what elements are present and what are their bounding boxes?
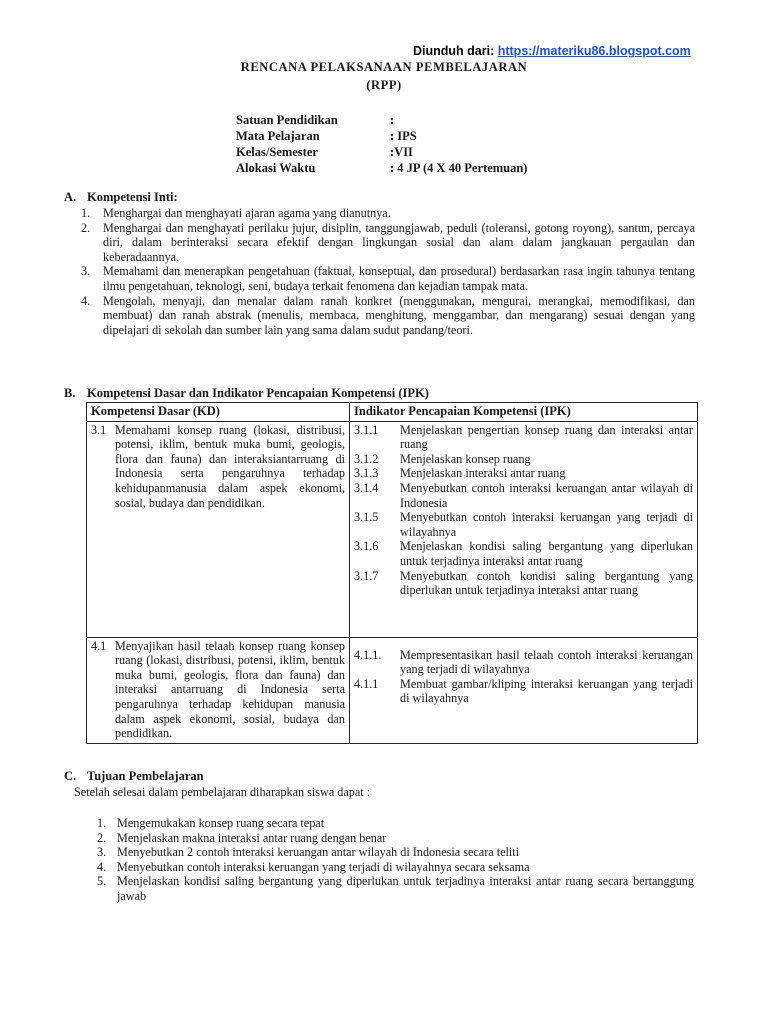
kd-text: Menyajikan hasil telaah konsep ruang konsep ruang (lokasi, distribusi, potensi, iklim, bentuk muka bumi, geologis, flora dan fauna) dan interaksi antarruang di Indonesia serta pengaruhnya terhadap kehidupan manusia dalam aspek ekonomi, sosial, budaya dan pendidikan. (115, 638, 345, 741)
source-label: Diunduh dari: (413, 44, 498, 58)
list-item (78, 206, 695, 221)
list-item (78, 221, 695, 265)
item-text: Mengemukakan konsep ruang secara tepat (117, 816, 325, 830)
ipk-text: Mempresentasikan hasil telaah contoh interaksi keruangan yang terjadi di wilayahnya (400, 647, 693, 677)
section-letter: A. (64, 190, 77, 204)
section-letter: C. (64, 769, 77, 783)
item-text: Mengolah, menyaji, dan menalar dalam ranah konkret (menggunakan, mengurai, merangkai, memodifikasi, dan membuat) dan ranah abstrak (menulis, membaca, menghitung, menggambar, dan mengarang) sesuai dengan yang dipelajari di sekolah dan sumber lain yang sama dalam sudut pandang/teori. (103, 293, 695, 337)
document-title: RENCANA PELAKSANAAN PEMBELAJARAN (240, 60, 528, 74)
ipk-number: 3.1.6 (354, 539, 379, 554)
ipk-cell (350, 421, 698, 637)
item-text: Menyebutkan contoh interaksi keruangan yang terjadi di wilayahnya secara seksama (117, 859, 530, 874)
identity-value: : (390, 113, 395, 127)
identity-row (236, 113, 394, 128)
ipk-number: 3.1.2 (354, 451, 379, 466)
identity-key: Kelas/Semester (236, 145, 318, 159)
section-b-heading (64, 386, 429, 401)
ipk-entry (354, 481, 693, 510)
ipk-entry (354, 677, 693, 706)
item-text: Menjelaskan makna interaksi antar ruang dengan benar (117, 830, 387, 845)
ipk-text: Menyebutkan contoh interaksi keruangan antar wilayah di Indonesia (400, 480, 693, 510)
section-a-heading (64, 190, 178, 205)
kd-cell (87, 637, 350, 743)
ipk-entry (354, 510, 693, 539)
identity-row (236, 129, 417, 144)
ipk-text: Membuat gambar/kliping interaksi keruangan yang terjadi di wilayahnya (400, 676, 693, 706)
ipk-number: 3.1.3 (354, 466, 379, 481)
list-item (94, 845, 694, 860)
identity-value: : 4 JP (4 X 40 Pertemuan) (390, 161, 528, 175)
item-number: 2. (81, 220, 91, 235)
ipk-text: Menjelaskan pengertian konsep ruang dan interaksi antar ruang (400, 422, 693, 452)
source-link[interactable]: https://materiku86.blogspot.com (497, 44, 691, 58)
list-item (94, 874, 694, 903)
ipk-number: 3.1.1 (354, 422, 379, 437)
list-item (78, 264, 695, 293)
item-number: 1. (97, 816, 107, 830)
identity-value: : IPS (390, 129, 417, 143)
ipk-entry (354, 569, 693, 598)
kd-entry (91, 423, 345, 511)
section-title: Kompetensi Dasar dan Indikator Pencapaian Kompetensi (IPK) (87, 386, 429, 400)
ipk-entry (354, 648, 693, 677)
ipk-cell (350, 637, 698, 743)
item-number: 4. (97, 859, 107, 874)
ipk-entry (354, 423, 693, 452)
core-competence-list (78, 206, 695, 337)
identity-row (236, 161, 527, 176)
item-number: 2. (97, 830, 107, 845)
source-line (413, 44, 691, 59)
ipk-text: Menjelaskan interaksi antar ruang (400, 466, 566, 481)
ipk-number: 3.1.7 (354, 568, 379, 583)
section-title: Kompetensi Inti: (87, 190, 178, 204)
list-item (94, 831, 694, 846)
item-text: Menjelaskan kondisi saling bergantung yang diperlukan untuk terjadinya interaksi antar ruang secara bertanggung jawab (117, 874, 694, 903)
item-number: 3. (81, 264, 91, 279)
kd-number: 3.1 (91, 422, 107, 437)
identity-key: Alokasi Waktu (236, 161, 316, 175)
ipk-entry (354, 466, 693, 481)
ipk-entry (354, 539, 693, 568)
objectives-intro: Setelah selesai dalam pembelajaran diharapkan siswa dapat : (74, 785, 371, 799)
ipk-text: Menyebutkan contoh interaksi keruangan yang terjadi di wilayahnya (400, 510, 693, 539)
item-number: 5. (97, 874, 107, 889)
item-number: 3. (97, 845, 107, 860)
table-header-row (87, 403, 698, 422)
section-title: Tujuan Pembelajaran (87, 769, 204, 783)
item-text: Menyebutkan 2 contoh interaksi keruangan antar wilayah di Indonesia secara teliti (117, 845, 520, 860)
ipk-number: 4.1.1 (354, 676, 379, 691)
kd-text: Memahami konsep ruang (lokasi, distribusi, potensi, iklim, bentuk muka bumi, geologis, flora dan fauna) dan interaksiantarruang di Indonesia serta pengaruhnya terhadap kehidupanmanusia dalam aspek ekonomi, sosial, budaya dan pendidikan. (115, 422, 345, 510)
ipk-text: Menjelaskan konsep ruang (400, 451, 531, 466)
ipk-number: 3.1.4 (354, 480, 379, 495)
kd-entry (91, 639, 345, 741)
column-header-kd: Kompetensi Dasar (KD) (87, 403, 350, 422)
identity-key: Mata Pelajaran (236, 129, 320, 143)
identity-value: :VII (390, 145, 413, 159)
section-letter: B. (64, 386, 76, 400)
document-subtitle: (RPP) (366, 78, 402, 92)
item-number: 1. (81, 206, 91, 220)
identity-key: Satuan Pendidikan (236, 113, 338, 127)
list-item (94, 816, 694, 831)
identity-row (236, 145, 413, 160)
table-row (87, 637, 698, 743)
ipk-entry (354, 452, 693, 467)
ipk-number: 3.1.5 (354, 510, 379, 525)
learning-objectives-list (94, 816, 694, 904)
ipk-text: Menyebutkan contoh kondisi saling bergantung yang diperlukan untuk terjadinya interaksi antar ruang (400, 568, 693, 598)
ipk-text: Menjelaskan kondisi saling bergantung yang diperlukan untuk terjadinya interaksi antar ruang (400, 539, 693, 568)
ipk-number: 4.1.1. (354, 647, 382, 662)
list-item (78, 294, 695, 338)
item-number: 4. (81, 293, 91, 308)
list-item (94, 860, 694, 875)
kd-number: 4.1 (91, 638, 107, 653)
item-text: Memahami dan menerapkan pengetahuan (faktual, konseptual, dan prosedural) berdasarkan rasa ingin tahunya tentang ilmu pengetahuan, teknologi, seni, budaya terkait fenomena dan kejadian tampak mata. (103, 264, 695, 293)
item-text: Menghargai dan menghayati perilaku jujur, disiplin, tanggungjawab, peduli (toleransi, gotong royong), santun, percaya diri, dalam berinteraksi secara efektif dengan lingkungan sosial dan alam dalam jangkauan pergaulan dan keberadaannya. (103, 220, 695, 264)
kd-cell (87, 421, 350, 637)
item-text: Menghargai dan menghayati ajaran agama yang dianutnya. (103, 206, 391, 220)
column-header-ipk: Indikator Pencapaian Kompetensi (IPK) (350, 403, 698, 422)
competence-table (86, 402, 698, 744)
table-row (87, 421, 698, 637)
section-c-heading (64, 769, 204, 784)
